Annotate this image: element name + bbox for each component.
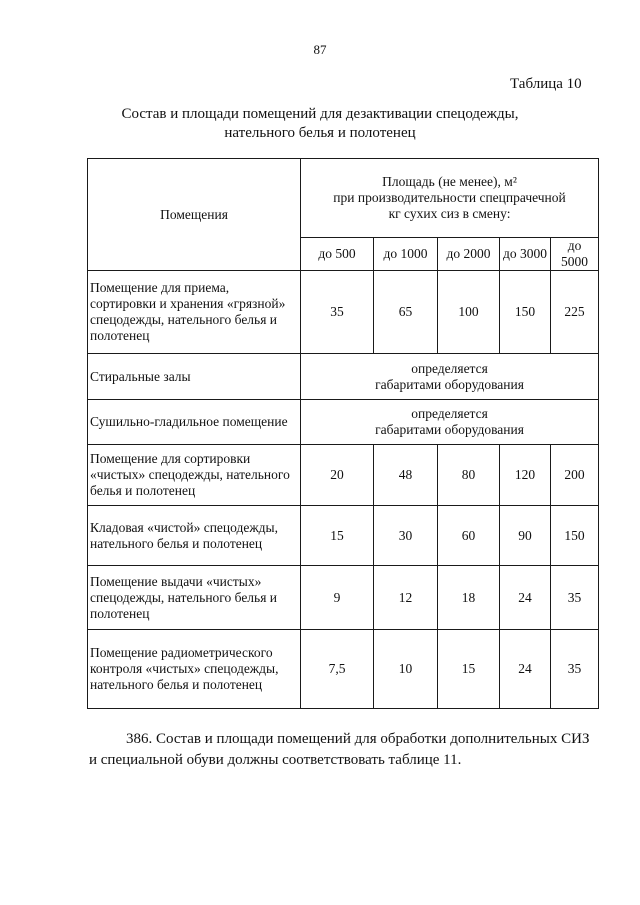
row-value: 24	[500, 566, 551, 630]
rooms-area-table	[87, 158, 599, 709]
body-paragraph	[89, 729, 612, 771]
table-row	[88, 630, 599, 709]
row-value: 120	[500, 445, 551, 506]
header-col-4: до 3000	[500, 238, 551, 271]
row-value: 20	[301, 445, 374, 506]
row-value: 48	[374, 445, 438, 506]
row-value: 35	[551, 630, 599, 709]
header-area-line-1: Площадь (не менее), м²	[382, 174, 517, 189]
row-room-label: Сушильно-гладильное помещение	[88, 400, 301, 445]
merged-note-line-2: габаритами оборудования	[375, 376, 524, 392]
merged-note-line-1: определяется	[411, 360, 488, 376]
row-value: 90	[500, 506, 551, 566]
header-col-2: до 1000	[374, 238, 438, 271]
row-merged-note	[301, 400, 599, 445]
row-value: 9	[301, 566, 374, 630]
row-value: 100	[438, 271, 500, 354]
row-value: 150	[551, 506, 599, 566]
row-value: 15	[438, 630, 500, 709]
row-value: 15	[301, 506, 374, 566]
merged-note-line-1: определяется	[411, 406, 488, 421]
table-row	[88, 400, 599, 445]
row-value: 65	[374, 271, 438, 354]
row-value: 200	[551, 445, 599, 506]
header-rooms: Помещения	[88, 159, 301, 271]
caption-line-1: Состав и площади помещений для дезактивации спецодежды,	[121, 106, 519, 122]
row-value: 150	[500, 271, 551, 354]
caption-line-2: нательного белья и полотенец	[224, 125, 416, 141]
table-row	[88, 445, 599, 506]
row-room-label: Помещение для сортировки «чистых» спецодежды, нательного белья и полотенец	[88, 445, 301, 506]
table-header-row	[88, 159, 599, 238]
row-merged-note	[301, 354, 599, 400]
header-col-1: до 500	[301, 238, 374, 271]
row-room-label: Стиральные залы	[88, 354, 301, 400]
header-col-5: до 5000	[551, 238, 599, 271]
merged-note-line-2: габаритами оборудования	[375, 422, 524, 437]
table-caption	[60, 105, 580, 143]
row-value: 12	[374, 566, 438, 630]
header-area-line-2: при производительности спецпрачечной	[333, 190, 566, 205]
page-number: 87	[313, 42, 327, 57]
table-row	[88, 354, 599, 400]
row-value: 7,5	[301, 630, 374, 709]
row-value: 10	[374, 630, 438, 709]
table-row	[88, 271, 599, 354]
row-room-label: Помещение выдачи «чистых» спецодежды, нательного белья и полотенец	[88, 566, 301, 630]
row-value: 30	[374, 506, 438, 566]
header-area-line-3: кг сухих сиз в смену:	[388, 206, 511, 221]
row-value: 35	[301, 271, 374, 354]
row-value: 35	[551, 566, 599, 630]
row-value: 225	[551, 271, 599, 354]
paragraph-line-1: 386. Состав и площади помещений для обработки дополнительных СИЗ	[126, 731, 590, 747]
row-value: 80	[438, 445, 500, 506]
row-room-label: Помещение для приема, сортировки и хранения «грязной» спецодежды, нательного белья и полотенец	[88, 271, 301, 354]
table-number: Таблица 10	[510, 76, 582, 92]
header-area-group	[301, 159, 599, 238]
row-room-label: Помещение радиометрического контроля «чистых» спецодежды, нательного белья и полотенец	[88, 630, 301, 709]
row-value: 60	[438, 506, 500, 566]
row-room-label: Кладовая «чистой» спецодежды, нательного белья и полотенец	[88, 506, 301, 566]
row-value: 18	[438, 566, 500, 630]
row-value: 24	[500, 630, 551, 709]
header-col-3: до 2000	[438, 238, 500, 271]
paragraph-line-2: и специальной обуви должны соответствовать таблице 11.	[89, 752, 462, 768]
table-row	[88, 506, 599, 566]
table-row	[88, 566, 599, 630]
